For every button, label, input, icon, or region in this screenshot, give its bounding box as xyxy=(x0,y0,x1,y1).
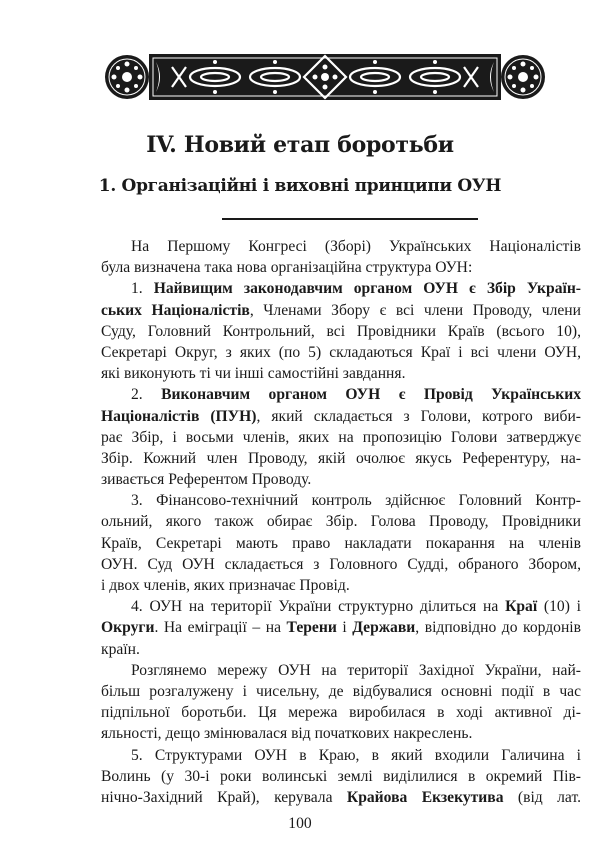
bold-text-segment: Крайова Екзекутива xyxy=(346,788,504,806)
text-line xyxy=(101,469,581,490)
text-segment: нічно-Західний Край), керувала xyxy=(101,788,347,806)
text-line xyxy=(101,639,581,660)
text-segment: Суду, Головний Контрольний, всі Провідники Країв (всього 10), xyxy=(101,322,581,340)
text-line xyxy=(101,384,581,405)
bold-text-segment: Держави xyxy=(352,619,416,637)
text-segment: Збір. Кожний член Проводу, якій очолює якусь Референтуру, на- xyxy=(101,449,581,467)
text-line xyxy=(101,533,581,554)
text-segment: , який складається з Голови, котрого виби- xyxy=(256,407,581,425)
text-segment: Розглянемо мережу ОУН на території Західної України, най- xyxy=(131,661,581,679)
text-segment: 1. xyxy=(131,280,154,298)
text-segment: рає Збір, і восьми членів, яких на пропозицію Голови затверджує xyxy=(101,428,581,446)
text-line xyxy=(101,766,581,787)
text-segment: і двох членів, яких призначає Провід. xyxy=(101,577,350,594)
text-segment: підпільної боротьби. Ця мережа виробилася в ході активної ді- xyxy=(101,704,581,722)
text-segment: країн. xyxy=(101,640,140,658)
bold-text-segment: Націоналістів (ПУН) xyxy=(101,407,257,425)
text-segment: , Членами Збору є всі члени Проводу, члени xyxy=(249,301,581,319)
text-line xyxy=(101,511,581,532)
bold-text-segment: ських Націоналістів xyxy=(101,301,250,319)
bold-text-segment: Краї xyxy=(505,598,538,616)
rosette-right-icon xyxy=(501,55,545,99)
text-segment: Волинь (у 30-і роки волинські землі виділилися в окремий Пів- xyxy=(101,767,581,785)
text-segment: (10) і xyxy=(537,598,581,616)
text-segment: (від лат. xyxy=(503,788,581,806)
text-segment: яльності, дещо змінювалася від початкових накреслень. xyxy=(101,725,473,743)
text-segment: 3. Фінансово-технічний контроль здійснює Головний Контр- xyxy=(131,492,581,510)
text-line xyxy=(101,300,581,321)
title-divider xyxy=(222,218,478,220)
text-segment: На Першому Конгресі (Зборі) Українських Націоналістів xyxy=(131,238,581,255)
text-segment: Країв, Секретарі мають право накладати покарання на членів xyxy=(101,534,581,552)
text-line xyxy=(101,702,581,723)
text-line xyxy=(101,745,581,766)
interlace-band xyxy=(149,54,501,100)
text-segment: 2. xyxy=(131,386,162,404)
bold-text-segment: Виконавчим органом ОУН є Провід Українських xyxy=(161,386,581,404)
decorative-ornament-band xyxy=(100,50,550,104)
text-line xyxy=(101,554,581,575)
text-line xyxy=(101,575,581,596)
text-segment: зивається Референтом Проводу. xyxy=(101,471,312,489)
page-number: 100 xyxy=(288,815,312,832)
text-line xyxy=(101,278,581,299)
text-line xyxy=(101,363,581,384)
text-line xyxy=(101,660,581,681)
text-line xyxy=(101,321,581,342)
text-line xyxy=(101,236,581,257)
text-segment: . На еміграції – на xyxy=(154,619,287,637)
text-segment: була визначена така нова організаційна структура ОУН: xyxy=(101,259,473,277)
bold-text-segment: Терени xyxy=(286,619,337,637)
rosette-left-icon xyxy=(105,55,149,99)
text-line xyxy=(101,681,581,702)
text-segment: ольний, якого також обирає Збір. Голова Проводу, Провідники xyxy=(101,513,581,531)
text-segment: Секретарі Округ, з яких (по 5) складаються Краї і всі члени ОУН, xyxy=(101,343,581,361)
text-line xyxy=(101,448,581,469)
text-line xyxy=(101,490,581,511)
text-line xyxy=(101,723,581,744)
bold-text-segment: Найвищим законодавчим органом ОУН є Збір Україн- xyxy=(153,280,581,298)
text-segment: більш розгалужену і чисельну, де відбувалися основні події в час xyxy=(101,682,581,700)
text-segment: які виконують ті чи інші самостійні завдання. xyxy=(101,365,406,383)
text-line xyxy=(101,596,581,617)
chapter-title: IV. Новий етап боротьби xyxy=(146,132,454,158)
text-line xyxy=(101,257,581,278)
text-line xyxy=(101,342,581,363)
body-text xyxy=(101,236,581,808)
text-segment: ОУН. Суд ОУН складається з Головного Судді, обраного Збором, xyxy=(101,555,581,573)
text-line xyxy=(101,787,581,808)
bold-text-segment: Округи xyxy=(101,619,155,637)
text-segment: і xyxy=(336,619,353,637)
section-title: 1. Організаційні і виховні принципи ОУН xyxy=(98,176,502,196)
text-line xyxy=(101,617,581,638)
text-segment: 5. Структурами ОУН в Краю, в який входили Галичина і xyxy=(131,746,581,764)
text-line xyxy=(101,427,581,448)
text-line xyxy=(101,406,581,427)
text-segment: , відповідно до кордонів xyxy=(415,619,581,637)
text-segment: 4. ОУН на території України структурно ділиться на xyxy=(131,598,506,616)
